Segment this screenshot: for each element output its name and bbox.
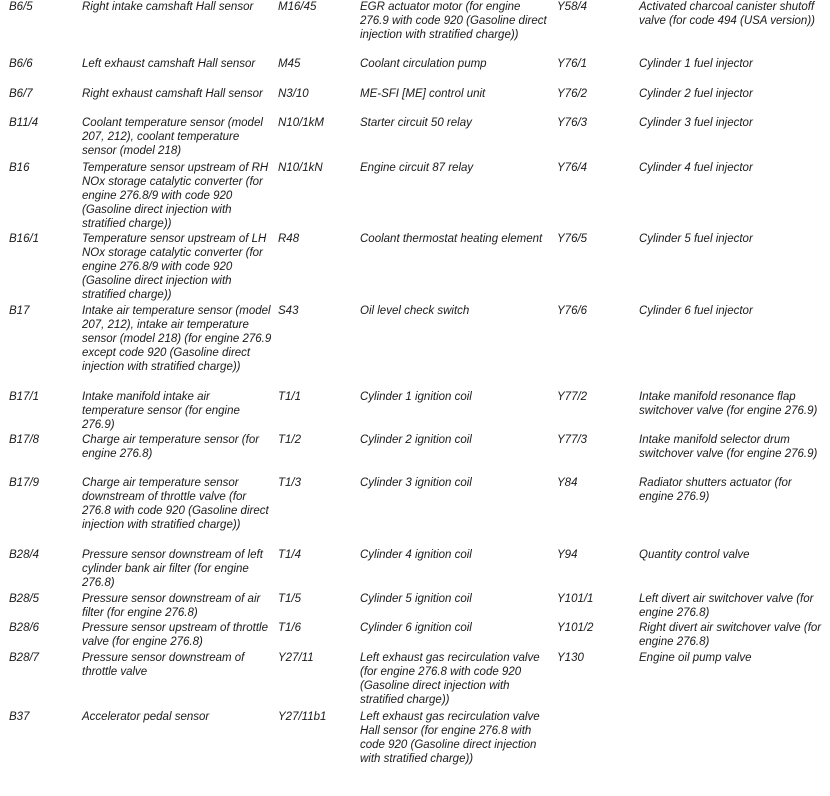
legend-code-cell (0, 116, 82, 161)
legend-code-cell (278, 621, 360, 651)
component-code: S43 (278, 305, 299, 317)
legend-description-cell (639, 57, 830, 87)
legend-description-cell (360, 0, 557, 57)
component-description: Right intake camshaft Hall sensor (82, 1, 254, 13)
component-code: B6/6 (9, 58, 33, 70)
table-row (0, 548, 830, 592)
component-code: B28/4 (9, 549, 40, 561)
legend-code-cell (0, 548, 82, 592)
table-row (0, 476, 830, 548)
legend-description-cell (82, 621, 278, 651)
component-description: Coolant thermostat heating element (360, 233, 543, 245)
component-description: Starter circuit 50 relay (360, 117, 472, 129)
legend-description-cell (82, 651, 278, 710)
component-description: Engine oil pump valve (639, 652, 752, 664)
component-code: Y58/4 (557, 1, 588, 13)
component-description: Left divert air switchover valve (for engine 276.8) (639, 593, 814, 619)
table-row (0, 87, 830, 116)
legend-code-cell (0, 621, 82, 651)
component-description: Cylinder 5 ignition coil (360, 593, 472, 605)
table-row (0, 651, 830, 710)
component-code: N10/1kM (278, 117, 325, 129)
legend-code-cell (0, 476, 82, 548)
component-description: Cylinder 2 ignition coil (360, 434, 472, 446)
component-description: Activated charcoal canister shutoff valve (for code 494 (USA version)) (639, 1, 815, 27)
component-description: Accelerator pedal sensor (82, 711, 210, 723)
component-description: Temperature sensor upstream of LH NOx storage catalytic converter (for engine 276.8/9 with code 920 (Gasoline direct injection with stratified charge)) (82, 233, 267, 301)
legend-description-cell (360, 87, 557, 116)
component-description: Radiator shutters actuator (for engine 276.9) (639, 477, 792, 503)
component-description: Cylinder 6 ignition coil (360, 622, 472, 634)
legend-description-cell (360, 548, 557, 592)
legend-code-cell (0, 304, 82, 390)
legend-description-cell (360, 161, 557, 232)
legend-description-cell (639, 651, 830, 710)
legend-description-cell (360, 433, 557, 476)
legend-code-cell (0, 592, 82, 621)
component-code: Y76/1 (557, 58, 588, 70)
component-code: T1/1 (278, 391, 302, 403)
component-description: EGR actuator motor (for engine 276.9 with code 920 (Gasoline direct injection with stratified charge)) (360, 1, 547, 41)
legend-code-cell (557, 548, 639, 592)
legend-description-cell (360, 232, 557, 304)
legend-code-cell (0, 57, 82, 87)
component-description: Cylinder 4 fuel injector (639, 162, 753, 174)
component-code: Y76/3 (557, 117, 588, 129)
legend-code-cell (0, 0, 82, 57)
component-code: R48 (278, 233, 300, 245)
legend-description-cell (82, 548, 278, 592)
component-code: M16/45 (278, 1, 317, 13)
component-description: Intake manifold intake air temperature sensor (for engine 276.9) (82, 391, 240, 431)
legend-code-cell (557, 57, 639, 87)
component-description: Intake manifold resonance flap switchover valve (for engine 276.9) (639, 391, 818, 417)
legend-code-cell (0, 651, 82, 710)
component-description: Cylinder 6 fuel injector (639, 305, 753, 317)
legend-description-cell (82, 87, 278, 116)
component-code: B28/5 (9, 593, 40, 605)
legend-description-cell (82, 0, 278, 57)
component-code: Y27/11 (278, 652, 314, 664)
component-description: Left exhaust gas recirculation valve Hall sensor (for engine 276.8 with code 920 (Gasoline direct injection with stratified charge)) (360, 711, 540, 765)
table-row (0, 57, 830, 87)
legend-description-cell (360, 116, 557, 161)
legend-code-cell (0, 232, 82, 304)
legend-description-cell (639, 433, 830, 476)
component-code: T1/3 (278, 477, 302, 489)
component-description: Pressure sensor downstream of air filter (for engine 276.8) (82, 593, 261, 619)
legend-code-cell (278, 710, 360, 796)
legend-description-cell (82, 390, 278, 433)
component-code: Y76/5 (557, 233, 588, 245)
legend-code-cell (557, 621, 639, 651)
component-description: Charge air temperature sensor downstream of throttle valve (for 276.8 with code 920 (Gasoline direct injection with stratified charge)) (82, 477, 269, 531)
legend-description-cell (639, 476, 830, 548)
component-code: Y130 (557, 652, 584, 664)
component-description: Intake manifold selector drum switchover valve (for engine 276.9) (639, 434, 818, 460)
component-code: Y76/2 (557, 88, 588, 100)
component-code: T1/4 (278, 549, 302, 561)
component-code: B37 (9, 711, 30, 723)
table-row (0, 304, 830, 390)
component-description: Cylinder 3 fuel injector (639, 117, 753, 129)
component-code: Y27/11b1 (278, 711, 327, 723)
legend-code-cell (278, 87, 360, 116)
component-code: B28/7 (9, 652, 40, 664)
component-description: Pressure sensor downstream of left cylinder bank air filter (for engine 276.8) (82, 549, 263, 589)
component-code: B6/7 (9, 88, 33, 100)
legend-description-cell (82, 116, 278, 161)
component-description: Coolant temperature sensor (model 207, 212), coolant temperature sensor (model 218) (82, 117, 263, 157)
component-code: B17/9 (9, 477, 40, 489)
legend-description-cell (639, 548, 830, 592)
legend-code-cell (278, 433, 360, 476)
legend-code-cell (278, 0, 360, 57)
component-code: Y76/4 (557, 162, 588, 174)
legend-description-cell (360, 651, 557, 710)
component-description: Left exhaust camshaft Hall sensor (82, 58, 256, 70)
legend-description-cell (360, 710, 557, 796)
component-description: Engine circuit 87 relay (360, 162, 474, 174)
legend-description-cell (82, 161, 278, 232)
legend-description-cell (82, 57, 278, 87)
component-code: B16 (9, 162, 30, 174)
legend-code-cell (557, 304, 639, 390)
component-code: B16/1 (9, 233, 40, 245)
legend-code-cell (278, 390, 360, 433)
legend-description-cell (82, 232, 278, 304)
component-description: Charge air temperature sensor (for engine 276.8) (82, 434, 260, 460)
legend-description-cell (639, 710, 830, 796)
component-description: Cylinder 1 ignition coil (360, 391, 472, 403)
legend-description-cell (639, 116, 830, 161)
legend-code-cell (278, 592, 360, 621)
legend-code-cell (0, 390, 82, 433)
legend-code-cell (0, 161, 82, 232)
component-code: B11/4 (9, 117, 39, 129)
component-code: T1/2 (278, 434, 302, 446)
table-row (0, 0, 830, 57)
legend-code-cell (278, 161, 360, 232)
component-description: Cylinder 5 fuel injector (639, 233, 753, 245)
legend-code-cell (557, 476, 639, 548)
legend-description-cell (360, 390, 557, 433)
legend-code-cell (278, 57, 360, 87)
table-row (0, 161, 830, 232)
legend-code-cell (557, 116, 639, 161)
component-code: B17/8 (9, 434, 40, 446)
legend-description-cell (360, 476, 557, 548)
legend-code-cell (278, 651, 360, 710)
component-description: Pressure sensor downstream of throttle valve (82, 652, 245, 678)
legend-code-cell (278, 476, 360, 548)
component-description: Oil level check switch (360, 305, 470, 317)
table-row (0, 433, 830, 476)
component-code: M45 (278, 58, 301, 70)
legend-code-cell (0, 433, 82, 476)
component-description: Right exhaust camshaft Hall sensor (82, 88, 263, 100)
component-code: Y84 (557, 477, 578, 489)
component-code: Y101/2 (557, 622, 594, 634)
legend-code-cell (278, 232, 360, 304)
legend-code-cell (278, 116, 360, 161)
legend-description-cell (82, 710, 278, 796)
component-description: Right divert air switchover valve (for engine 276.8) (639, 622, 822, 648)
component-description: Quantity control valve (639, 549, 750, 561)
legend-description-cell (360, 592, 557, 621)
legend-description-cell (639, 621, 830, 651)
component-code: B6/5 (9, 1, 33, 13)
component-description: Cylinder 1 fuel injector (639, 58, 753, 70)
component-code: Y77/3 (557, 434, 588, 446)
legend-code-cell (278, 304, 360, 390)
component-code: B17 (9, 305, 30, 317)
legend-description-cell (639, 0, 830, 57)
component-code: B28/6 (9, 622, 40, 634)
legend-code-cell (278, 548, 360, 592)
legend-code-cell (557, 232, 639, 304)
legend-description-cell (360, 57, 557, 87)
component-description: ME-SFI [ME] control unit (360, 88, 486, 100)
table-row (0, 232, 830, 304)
legend-code-cell (557, 87, 639, 116)
legend-code-cell (557, 651, 639, 710)
legend-description-cell (82, 476, 278, 548)
legend-code-cell (557, 161, 639, 232)
legend-code-cell (557, 390, 639, 433)
component-description: Pressure sensor upstream of throttle valve (for engine 276.8) (82, 622, 268, 648)
legend-description-cell (360, 621, 557, 651)
component-code: N3/10 (278, 88, 309, 100)
table-row (0, 116, 830, 161)
legend-description-cell (639, 87, 830, 116)
component-code: Y94 (557, 549, 578, 561)
legend-description-cell (639, 304, 830, 390)
legend-code-cell (557, 710, 639, 796)
legend-description-cell (82, 304, 278, 390)
component-description: Temperature sensor upstream of RH NOx storage catalytic converter (for engine 276.8/9 with code 920 (Gasoline direct injection with stratified charge)) (82, 162, 269, 230)
table-row (0, 390, 830, 433)
legend-code-cell (557, 433, 639, 476)
component-code: T1/5 (278, 593, 302, 605)
component-description: Cylinder 2 fuel injector (639, 88, 753, 100)
legend-description-cell (360, 304, 557, 390)
component-code: T1/6 (278, 622, 302, 634)
legend-description-cell (639, 592, 830, 621)
component-description: Cylinder 3 ignition coil (360, 477, 472, 489)
legend-code-cell (0, 710, 82, 796)
legend-description-cell (82, 592, 278, 621)
table-row (0, 710, 830, 796)
component-description: Intake air temperature sensor (model 207, 212), intake air temperature sensor (model 218) (for engine 276.9 except code 920 (Gasoline direct injection with stratified charge)) (82, 305, 272, 373)
component-code: N10/1kN (278, 162, 323, 174)
component-description: Left exhaust gas recirculation valve (for engine 276.8 with code 920 (Gasoline direct injection with stratified charge)) (360, 652, 540, 706)
component-code: Y76/6 (557, 305, 588, 317)
legend-description-cell (639, 161, 830, 232)
legend-code-cell (0, 87, 82, 116)
table-row (0, 621, 830, 651)
legend-code-cell (557, 0, 639, 57)
component-code: Y77/2 (557, 391, 588, 403)
legend-description-cell (639, 232, 830, 304)
legend-description-cell (82, 433, 278, 476)
legend-code-cell (557, 592, 639, 621)
component-description: Cylinder 4 ignition coil (360, 549, 472, 561)
component-code: B17/1 (9, 391, 40, 403)
legend-description-cell (639, 390, 830, 433)
component-description: Coolant circulation pump (360, 58, 487, 70)
component-code: Y101/1 (557, 593, 594, 605)
table-row (0, 592, 830, 621)
